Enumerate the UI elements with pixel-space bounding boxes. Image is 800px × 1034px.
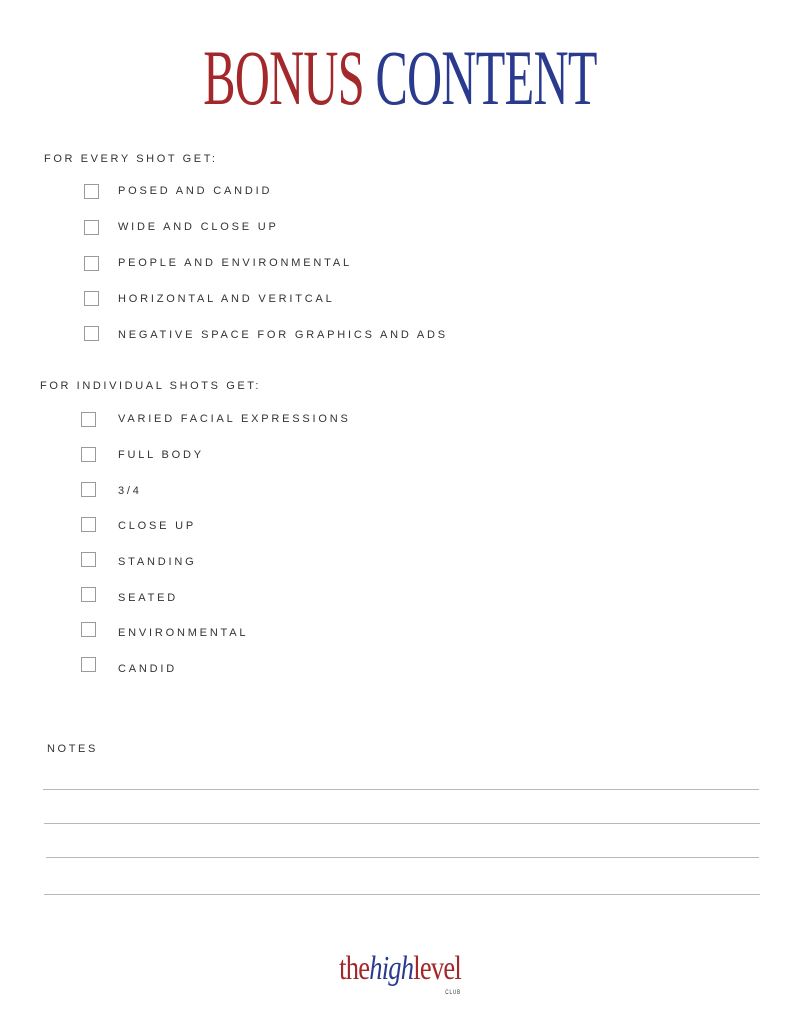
checkbox-standing[interactable] [81, 552, 96, 567]
checkbox-three-quarter[interactable] [81, 482, 96, 497]
checkbox-candid[interactable] [81, 657, 96, 672]
checkbox-seated[interactable] [81, 587, 96, 602]
title-word-bonus: BONUS [203, 34, 365, 121]
checklist-item-label: FULL BODY [118, 449, 204, 461]
checkbox-full-body[interactable] [81, 447, 96, 462]
checkbox-negative-space[interactable] [84, 326, 99, 341]
notes-label: NOTES [47, 743, 98, 755]
brand-logo [0, 950, 800, 996]
logo-text-club: CLUB [445, 990, 461, 996]
checklist-item-label: NEGATIVE SPACE FOR GRAPHICS AND ADS [118, 329, 448, 341]
notes-line [46, 857, 759, 858]
section-individual-shots-label: FOR INDIVIDUAL SHOTS GET: [40, 380, 262, 392]
checklist-item-label: POSED AND CANDID [118, 185, 273, 197]
checkbox-close-up[interactable] [81, 517, 96, 532]
checklist-item-label: VARIED FACIAL EXPRESSIONS [118, 413, 351, 425]
page-title [152, 34, 648, 121]
checklist-item-label: CANDID [118, 663, 177, 675]
checkbox-environmental[interactable] [81, 622, 96, 637]
checkbox-wide-close-up[interactable] [84, 220, 99, 235]
notes-line [43, 789, 759, 790]
section-every-shot-label: FOR EVERY SHOT GET: [44, 153, 218, 165]
checklist-item-label: HORIZONTAL AND VERITCAL [118, 293, 335, 305]
checkbox-varied-facial-expressions[interactable] [81, 412, 96, 427]
logo-text-level: level [413, 950, 461, 987]
logo-text-high: high [369, 950, 414, 987]
checklist-item-label: 3/4 [118, 485, 142, 497]
checkbox-posed-candid[interactable] [84, 184, 99, 199]
checkbox-horizontal-vertical[interactable] [84, 291, 99, 306]
notes-line [44, 894, 760, 895]
checklist-item-label: ENVIRONMENTAL [118, 627, 249, 639]
checklist-item-label: PEOPLE AND ENVIRONMENTAL [118, 257, 352, 269]
checkbox-people-environmental[interactable] [84, 256, 99, 271]
notes-line [44, 823, 760, 824]
title-word-content: CONTENT [375, 34, 597, 121]
checklist-item-label: STANDING [118, 556, 197, 568]
checklist-item-label: WIDE AND CLOSE UP [118, 221, 279, 233]
checklist-item-label: CLOSE UP [118, 520, 197, 532]
checklist-item-label: SEATED [118, 592, 178, 604]
logo-text-the: the [339, 950, 370, 987]
